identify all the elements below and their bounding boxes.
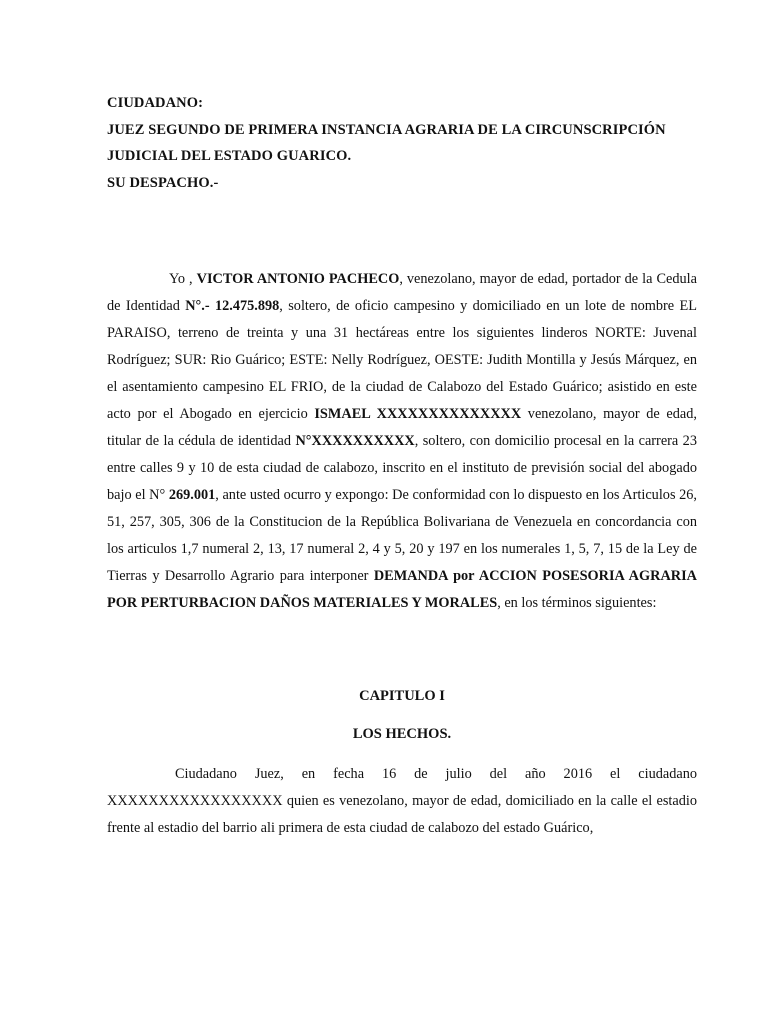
plaintiff-id: N°.- 12.475.898	[185, 298, 280, 314]
text-run: , venezolano, mayor de edad, portador de la Cedula de Identidad	[107, 271, 697, 314]
text-run: , ante usted ocurro y expongo: De conformidad con lo dispuesto en los Articulos 26, 51, 257, 305, 306 de la Constitucion de la República Bolivariana de Venezuela en concordancia con los articulos 1,7 numeral 2, 13, 17 numeral 2, 4 y 5, 20 y 197 en los numerales 1, 5, 7, 15 de la Ley de Tierras y Desarrollo Agrario para interponer	[107, 487, 697, 584]
chapter-subtitle: LOS HECHOS.	[352, 726, 452, 742]
inpre-number: 269.001	[168, 487, 216, 503]
demand-title: DEMANDA por ACCION POSESORIA AGRARIA POR PERTURBACION DAÑOS MATERIALES Y MORALES	[107, 568, 697, 611]
lawyer-name: ISMAEL XXXXXXXXXXXXXX	[314, 406, 522, 422]
text-run: venezolano, mayor de edad, titular de la cédula de identidad	[107, 406, 697, 449]
lawyer-id: N°XXXXXXXXXX	[295, 433, 415, 449]
plaintiff-name: VICTOR ANTONIO PACHECO	[196, 271, 400, 287]
text-run: , soltero, de oficio campesino y domiciliado en un lote de nombre EL PARAISO, terreno de treinta y una 31 hectáreas entre los siguientes linderos NORTE: Juvenal Rodríguez; SUR: Rio Guárico; ESTE: Nelly Rodríguez, OESTE: Judith Montilla y Jesús Márquez, en el asentamiento campesino EL FRIO, de la ciudad de Calabozo del Estado Guárico; asistido en este acto por el Abogado en ejercicio	[107, 298, 697, 422]
intro-paragraph	[107, 266, 697, 617]
facts-paragraph	[107, 761, 697, 842]
intro-paragraph-text	[107, 266, 697, 617]
header-line-juez: JUEZ SEGUNDO DE PRIMERA INSTANCIA AGRARIA DE LA CIRCUNSCRIPCIÓN	[107, 121, 666, 138]
chapter-title: CAPITULO I	[359, 688, 445, 704]
text-run: , soltero, con domicilio procesal en la carrera 23 entre calles 9 y 10 de esta ciudad de calabozo, inscrito en el instituto de previsión social del abogado bajo el N°	[107, 433, 697, 503]
facts-paragraph-text: Ciudadano Juez, en fecha 16 de julio del año 2016 el ciudadano XXXXXXXXXXXXXXXXX quien es venezolano, mayor de edad, domiciliado en la calle el estadio frente al estadio del barrio ali primera de esta ciudad de calabozo del estado Guárico,	[107, 766, 697, 836]
header-line-despacho: SU DESPACHO.-	[107, 174, 219, 191]
header-line-judicial: JUDICIAL DEL ESTADO GUARICO.	[107, 148, 352, 164]
addressee-header	[107, 90, 707, 196]
header-line-ciudadano: CIUDADANO:	[107, 95, 204, 111]
text-run: Yo ,	[169, 271, 197, 287]
text-run: , en los términos siguientes:	[497, 595, 657, 611]
